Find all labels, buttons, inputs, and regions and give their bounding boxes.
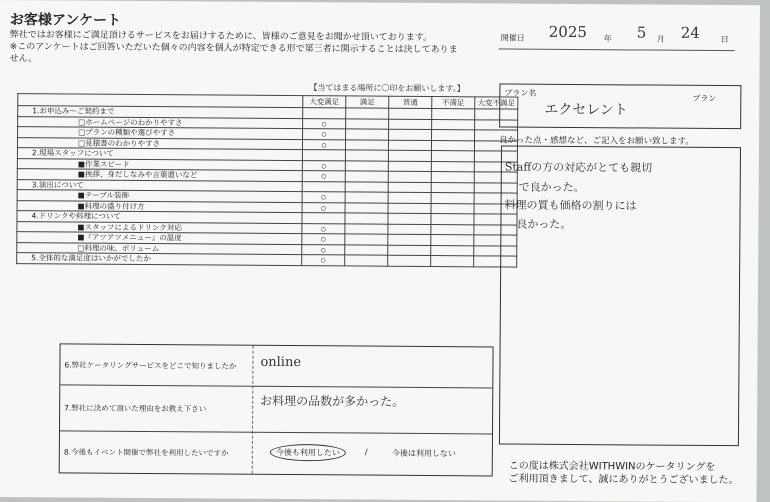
feedback-line-4: 良かった。: [516, 217, 572, 231]
rating-cell[interactable]: [388, 245, 431, 256]
event-date: [499, 18, 735, 51]
rating-cell[interactable]: [432, 109, 475, 120]
rating-cell[interactable]: [431, 193, 474, 204]
row-label: ■料理の盛り付け方: [17, 200, 302, 212]
rating-cell[interactable]: [431, 256, 474, 267]
intro-line-1: 弊社ではお客様にご満足頂けるサービスをお届けするために、皆様のご意見をお聞かせ頂いております。: [9, 30, 433, 44]
rating-cell[interactable]: [432, 119, 475, 130]
question-8-label: 8.今後もイベント開催で弊社を利用したいですか: [63, 447, 229, 458]
rating-cell[interactable]: [388, 234, 431, 245]
rating-cell-very-satisfied[interactable]: [302, 150, 345, 161]
day-unit: 日: [720, 35, 729, 45]
rating-cell[interactable]: [431, 172, 474, 183]
plan-value[interactable]: エクセレント: [544, 101, 628, 119]
rating-cell[interactable]: [388, 182, 431, 193]
row-label: □ホームページのわかりやすさ: [18, 116, 303, 128]
rating-cell[interactable]: [345, 244, 388, 255]
rating-cell[interactable]: [388, 192, 431, 203]
rating-cell[interactable]: [388, 161, 431, 172]
col-satisfied: 満足: [346, 96, 389, 108]
rating-cell[interactable]: [431, 224, 474, 235]
rating-cell[interactable]: [345, 223, 388, 234]
row-label: 5.全体的な満足度はいかがでしたか: [17, 253, 302, 265]
rating-cell[interactable]: [431, 182, 474, 193]
rating-cell[interactable]: [431, 140, 474, 151]
rating-cell[interactable]: [388, 255, 431, 266]
col-dissatisfied: 不満足: [432, 97, 475, 109]
rating-cell[interactable]: [389, 119, 432, 130]
event-date-label: 開催日: [500, 33, 525, 43]
rating-cell[interactable]: [345, 234, 388, 245]
rating-cell[interactable]: [345, 213, 388, 224]
row-label: 1.お申込み～ご契約まで: [18, 106, 303, 118]
rating-cell[interactable]: [432, 130, 475, 141]
option-will-use-again[interactable]: 今後も利用したい: [270, 444, 346, 462]
question-8: [60, 430, 492, 475]
intro-line-2: ※このアンケートはご回答いただいた個々の内容を個人が特定できる形で第三者に開示することは決してありま: [9, 42, 458, 56]
plan-suffix: プラン: [692, 93, 717, 104]
thank-you-message: [509, 460, 749, 488]
rating-cell-very-satisfied[interactable]: [302, 213, 345, 224]
question-7-answer[interactable]: お料理の品数が多かった。: [260, 393, 405, 409]
rating-cell[interactable]: [389, 108, 432, 119]
intro-text: [10, 29, 496, 68]
row-label: 3.演出について: [17, 179, 302, 191]
rating-cell-very-satisfied[interactable]: [303, 108, 346, 119]
rating-cell[interactable]: [388, 224, 431, 235]
rating-cell[interactable]: [388, 213, 431, 224]
rating-cell[interactable]: [431, 161, 474, 172]
rating-cell-very-satisfied[interactable]: ○: [302, 244, 345, 255]
rating-cell[interactable]: [346, 118, 389, 129]
rating-cell[interactable]: [345, 139, 388, 150]
row-label: 2.現場スタッフについて: [17, 148, 302, 160]
rating-cell[interactable]: [431, 203, 474, 214]
feedback-line-2: で良かった。: [518, 180, 585, 195]
thanks-line-2: ご利用頂きまして、誠にありがとうございました。: [508, 473, 739, 487]
col-very-dissatisfied: 大変不満足: [475, 97, 518, 109]
thanks-line-1: この度は株式会社WITHWINのケータリングを: [508, 460, 716, 474]
row-label: ■テーブル装飾: [17, 190, 302, 202]
rating-cell[interactable]: [431, 235, 474, 246]
plan-label: プラン名: [504, 88, 537, 98]
rating-cell[interactable]: [431, 245, 474, 256]
rating-cell[interactable]: [346, 129, 389, 140]
rating-cell[interactable]: [389, 129, 432, 140]
rating-cell-very-satisfied[interactable]: ○: [303, 118, 346, 129]
feedback-line-3: 料理の質も価格の割りには: [504, 198, 637, 213]
row-label: □見積書のわかりやすさ: [17, 137, 302, 149]
rating-cell[interactable]: [388, 150, 431, 161]
event-date-month[interactable]: 5: [636, 23, 647, 42]
rating-cell[interactable]: [388, 203, 431, 214]
question-7-label: 7.弊社に決めて頂いた理由をお教え下さい: [64, 403, 207, 414]
rating-cell-very-satisfied[interactable]: ○: [302, 160, 345, 171]
feedback-line-1: Staffの方の対応がとても親切: [504, 160, 653, 175]
question-6-answer[interactable]: online: [260, 354, 302, 371]
rating-cell[interactable]: [431, 151, 474, 162]
rating-cell-very-satisfied[interactable]: ○: [302, 234, 345, 245]
question-7: [60, 384, 492, 434]
month-unit: 月: [656, 34, 665, 44]
rating-cell[interactable]: [345, 181, 388, 192]
rating-cell-very-satisfied[interactable]: ○: [302, 202, 345, 213]
rating-cell-very-satisfied[interactable]: ○: [302, 171, 345, 182]
rating-instruction: 【当てはまる場所に〇印をお願いします。】: [309, 83, 465, 94]
col-very-satisfied: 大変満足: [303, 96, 346, 108]
rating-cell[interactable]: [345, 255, 388, 266]
rating-cell[interactable]: [388, 140, 431, 151]
col-neutral: 普通: [389, 96, 432, 108]
plan-box: [499, 83, 741, 129]
rating-cell[interactable]: [346, 108, 389, 119]
rating-table: [16, 93, 518, 267]
rating-cell[interactable]: [345, 150, 388, 161]
intro-line-3: せん。: [9, 54, 38, 65]
option-separator: /: [364, 447, 368, 457]
rating-cell-very-satisfied[interactable]: ○: [302, 192, 345, 203]
question-box: [59, 343, 494, 476]
row-label: □料理の味、ボリューム: [17, 242, 302, 254]
feedback-title: 良かった点・感想など、ご記入をお願い致します。: [498, 135, 694, 147]
rating-cell-very-satisfied[interactable]: [302, 181, 345, 192]
rating-cell[interactable]: [345, 192, 388, 203]
event-date-year[interactable]: 2025: [548, 22, 588, 42]
rating-cell-very-satisfied[interactable]: ○: [302, 139, 345, 150]
table-row: [17, 253, 517, 267]
option-will-not-use[interactable]: 今後は利用しない: [391, 448, 456, 459]
rating-cell[interactable]: [345, 171, 388, 182]
rating-cell[interactable]: [345, 160, 388, 171]
rating-cell[interactable]: [388, 171, 431, 182]
page-title: お客様アンケート: [9, 12, 122, 29]
rating-cell[interactable]: [345, 202, 388, 213]
row-label: ■スタッフによるドリンク対応: [17, 221, 302, 233]
rating-cell[interactable]: [431, 214, 474, 225]
rating-cell-very-satisfied[interactable]: ○: [302, 223, 345, 234]
row-label: □プランの種類や選びやすさ: [18, 127, 303, 139]
event-date-day[interactable]: 24: [680, 23, 700, 42]
row-label: ■作業スピード: [17, 158, 302, 170]
rating-cell-very-satisfied[interactable]: ○: [302, 255, 345, 266]
question-6-label: 6.弊社ケータリングサービスをどこで知りましたか: [64, 360, 237, 371]
row-label: ■『アツアツメニュー』の温度: [17, 232, 302, 244]
question-6: [60, 344, 492, 388]
year-unit: 年: [603, 34, 612, 44]
row-label: ■挨拶、身だしなみや言葉遣いなど: [17, 169, 302, 181]
row-label: 4.ドリンクや料理について: [17, 211, 302, 223]
rating-cell-very-satisfied[interactable]: ○: [303, 129, 346, 140]
